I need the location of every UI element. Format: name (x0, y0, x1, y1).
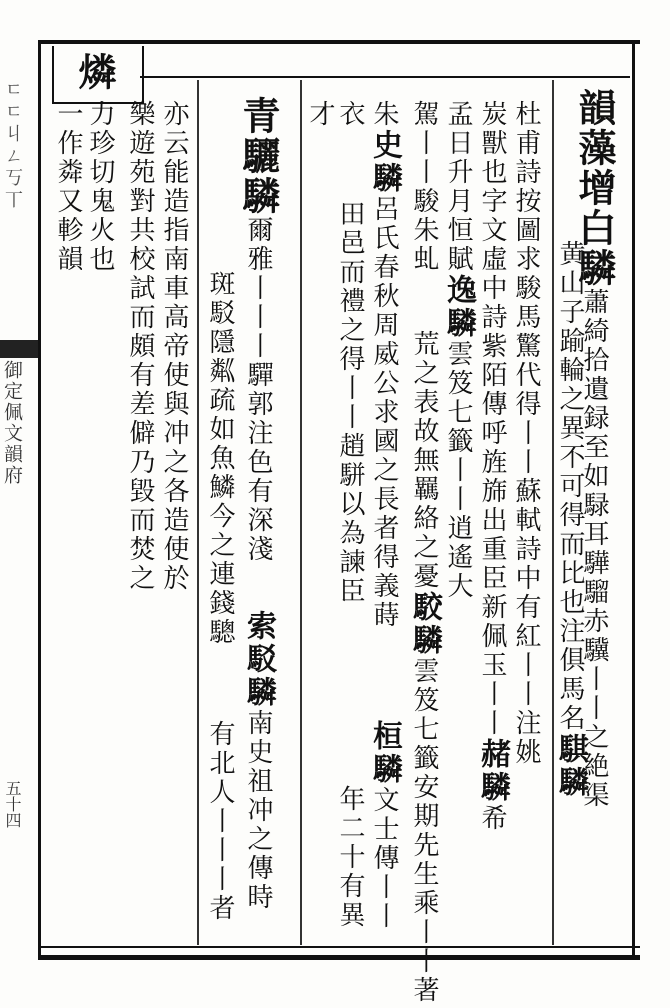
frame-top-rule (40, 40, 640, 44)
entry-heading: 逸驎 (441, 274, 476, 340)
text-column (336, 100, 364, 129)
entry-text: 斑駁隱粼疏如魚鱗今之連錢驄 (205, 270, 235, 647)
entry-text: 呂氏春秋周威公求國之長者得義蒔 (369, 195, 399, 630)
text-column (126, 100, 154, 593)
entry-text: 雲笈七籤安期先生乘丨丨著 (409, 657, 439, 1005)
entry-heading: 索駁驎 (241, 610, 276, 709)
entry-text: 黄山子踰輪之異不可得而比也注俱馬名 (555, 240, 585, 733)
text-column (54, 100, 82, 274)
frame-top-inner-rule (140, 76, 630, 78)
section-heading: 韻藻增 (572, 88, 617, 208)
entry-text: 杜甫詩按圖求駿馬驚代得丨丨蘇軾詩中有紅丨丨注姚 (511, 100, 541, 767)
entry-text: 文士傳丨丨 (369, 786, 399, 931)
frame-bottom-inner-rule (40, 946, 640, 948)
text-column (367, 100, 402, 630)
entry-text: 一作粦又軫韻 (53, 100, 83, 274)
entry-text: 炭獸也字文虛中詩紫陌傳呼旌旆出重臣新佩玉丨丨 (477, 100, 507, 738)
entry-heading: 赭驎 (475, 738, 510, 804)
text-column (441, 100, 476, 601)
entry-heading: 桓驎 (367, 720, 402, 786)
text-column (336, 200, 364, 606)
entry-text: 希 (477, 804, 507, 833)
entry-text: 樂遊苑對共校試而頗有差僻乃毀而焚之 (125, 100, 155, 593)
entry-text: 雲笈七籤丨丨逍遙大 (443, 340, 473, 601)
page-number: 五十四 (3, 780, 22, 828)
column-rule (300, 80, 302, 945)
text-column (206, 270, 234, 647)
text-column (553, 240, 588, 799)
entry-text: 爾雅丨丨丨驒郭注色有深淺 (243, 216, 273, 564)
text-column (367, 720, 402, 931)
entry-text: 朱 (369, 100, 399, 129)
entry-text: 力珍切鬼火也 (85, 100, 115, 274)
rhyme-character: 燐 (72, 52, 117, 92)
text-column (512, 100, 540, 767)
column-rule (552, 80, 554, 945)
text-column (86, 100, 114, 274)
entry-heading: 白驎 (572, 208, 617, 288)
entry-text: 亦云能造指南車高帝使與冲之各造使於 (159, 100, 189, 593)
text-column (336, 785, 364, 930)
frame-left-rule (38, 40, 41, 960)
text-column (241, 610, 276, 912)
text-column (206, 720, 234, 923)
entry-text: 南史祖冲之傳時 (243, 709, 273, 912)
text-column (72, 52, 117, 92)
book-title: 御定佩文韻府 (1, 360, 23, 486)
entry-text: 才 (305, 100, 335, 129)
entry-heading: 史驎 (367, 129, 402, 195)
text-column (160, 100, 188, 593)
margin-fishtail-bar (0, 340, 38, 358)
entry-text: 孟日升月恒賦 (443, 100, 473, 274)
text-column (407, 330, 442, 1005)
text-column (236, 96, 281, 564)
entry-text: 田邑而禮之得丨丨趙駢以為諫臣 (335, 200, 365, 606)
text-column (306, 100, 334, 129)
frame-bottom-rule (40, 955, 640, 960)
column-rule (197, 80, 199, 945)
entry-heading: 青驪驎 (236, 96, 281, 216)
entry-heading: 駮驎 (407, 591, 442, 657)
text-column (475, 100, 510, 833)
entry-heading: 騏驎 (553, 733, 588, 799)
entry-text: 年二十有異 (335, 785, 365, 930)
entry-text: 衣 (335, 100, 365, 129)
entry-text: 蕭綺拾遺録至如騄耳驊騮赤驥丨丨之絶渠 (579, 288, 609, 810)
margin-fragment: ㄷㄷ丩ㄥ丂丅 (2, 80, 23, 212)
text-column (410, 100, 438, 274)
entry-text: 有北人丨丨丨者 (205, 720, 235, 923)
entry-text: 荒之表故無羈絡之憂 (409, 330, 439, 591)
entry-text: 駕丨丨駿朱虬 (409, 100, 439, 274)
frame-right-rule (632, 40, 635, 960)
